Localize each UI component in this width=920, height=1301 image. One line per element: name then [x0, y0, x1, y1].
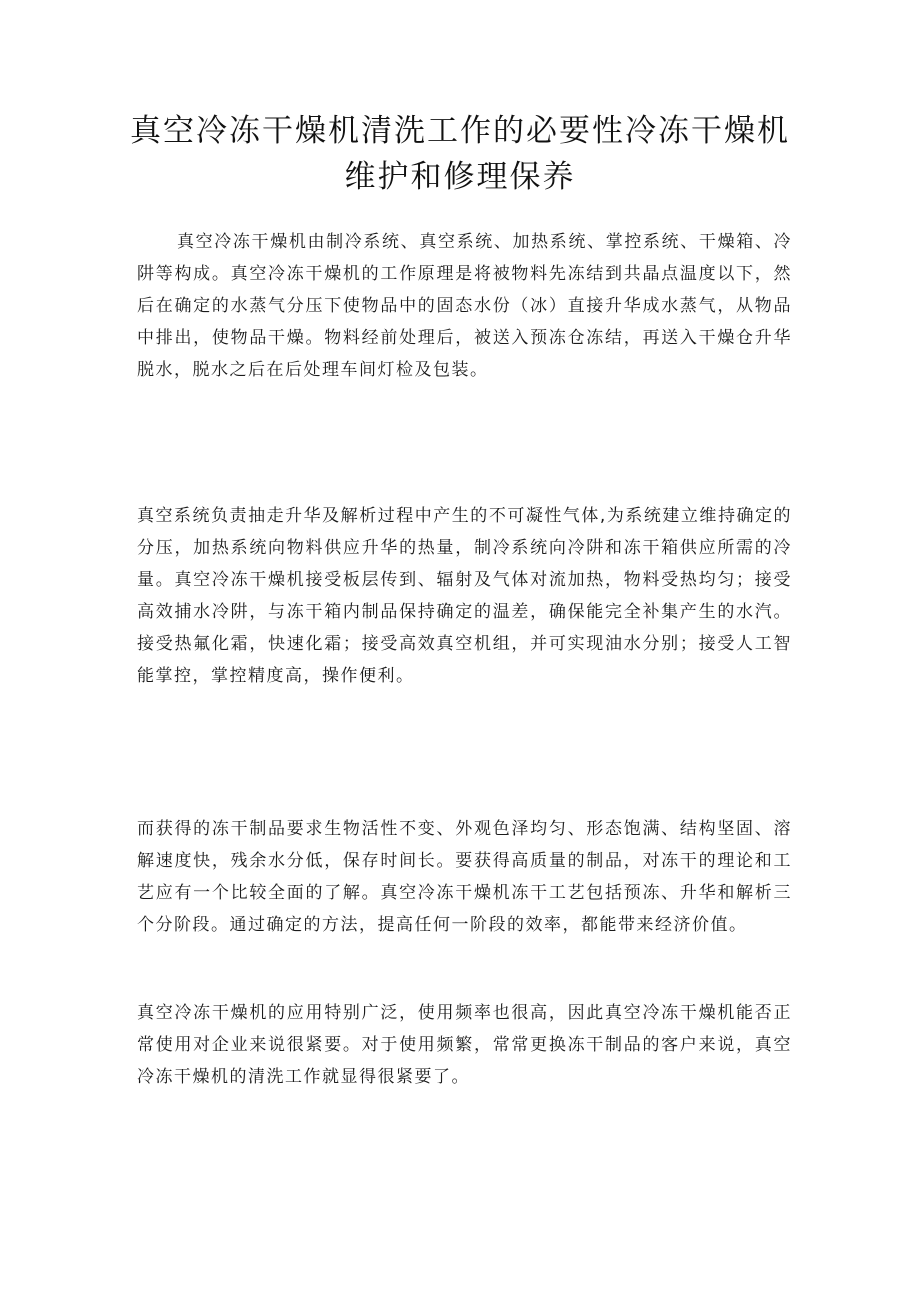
document-title: 真空冷冻干燥机清洗工作的必要性冷冻干燥机维护和修理保养	[130, 113, 790, 195]
paragraph-product-quality: 而获得的冻干制品要求生物活性不变、外观色泽均匀、形态饱满、结构坚固、溶解速度快，残余水分低，保存时间长。要获得高质量的制品，对冻干的理论和工艺应有一个比较全面的了解。真空冷冻干燥机冻干工艺包括预冻、升华和解析三个分阶段。通过确定的方法，提高任何一阶段的效率，都能带来经济价值。	[137, 819, 792, 935]
paragraph-vacuum-system: 真空系统负责抽走升华及解析过程中产生的不可凝性气体,为系统建立维持确定的分压，加热系统向物料供应升华的热量，制冷系统向冷阱和冻干箱供应所需的冷量。真空冷冻干燥机接受板层传到、辐射及气体对流加热，物料受热均匀；接受高效捕水冷阱，与冻干箱内制品保持确定的温差，确保能完全补集产生的水汽。接受热氟化霜，快速化霜；接受高效真空机组，并可实现油水分别；接受人工智能掌控，掌控精度高，操作便利。	[137, 506, 792, 686]
paragraph-intro: 真空冷冻干燥机由制冷系统、真空系统、加热系统、掌控系统、干燥箱、冷阱等构成。真空冷冻干燥机的工作原理是将被物料先冻结到共晶点温度以下，然后在确定的水蒸气分压下使物品中的固态水份（冰）直接升华成水蒸气，从物品中排出，使物品干燥。物料经前处理后，被送入预冻仓冻结，再送入干燥仓升华脱水，脱水之后在后处理车间灯检及包装。	[137, 232, 792, 380]
paragraph-cleaning-importance: 真空冷冻干燥机的应用特别广泛，使用频率也很高，因此真空冷冻干燥机能否正常使用对企业来说很紧要。对于使用频繁，常常更换冻干制品的客户来说，真空冷冻干燥机的清洗工作就显得很紧要了。	[137, 1003, 792, 1087]
